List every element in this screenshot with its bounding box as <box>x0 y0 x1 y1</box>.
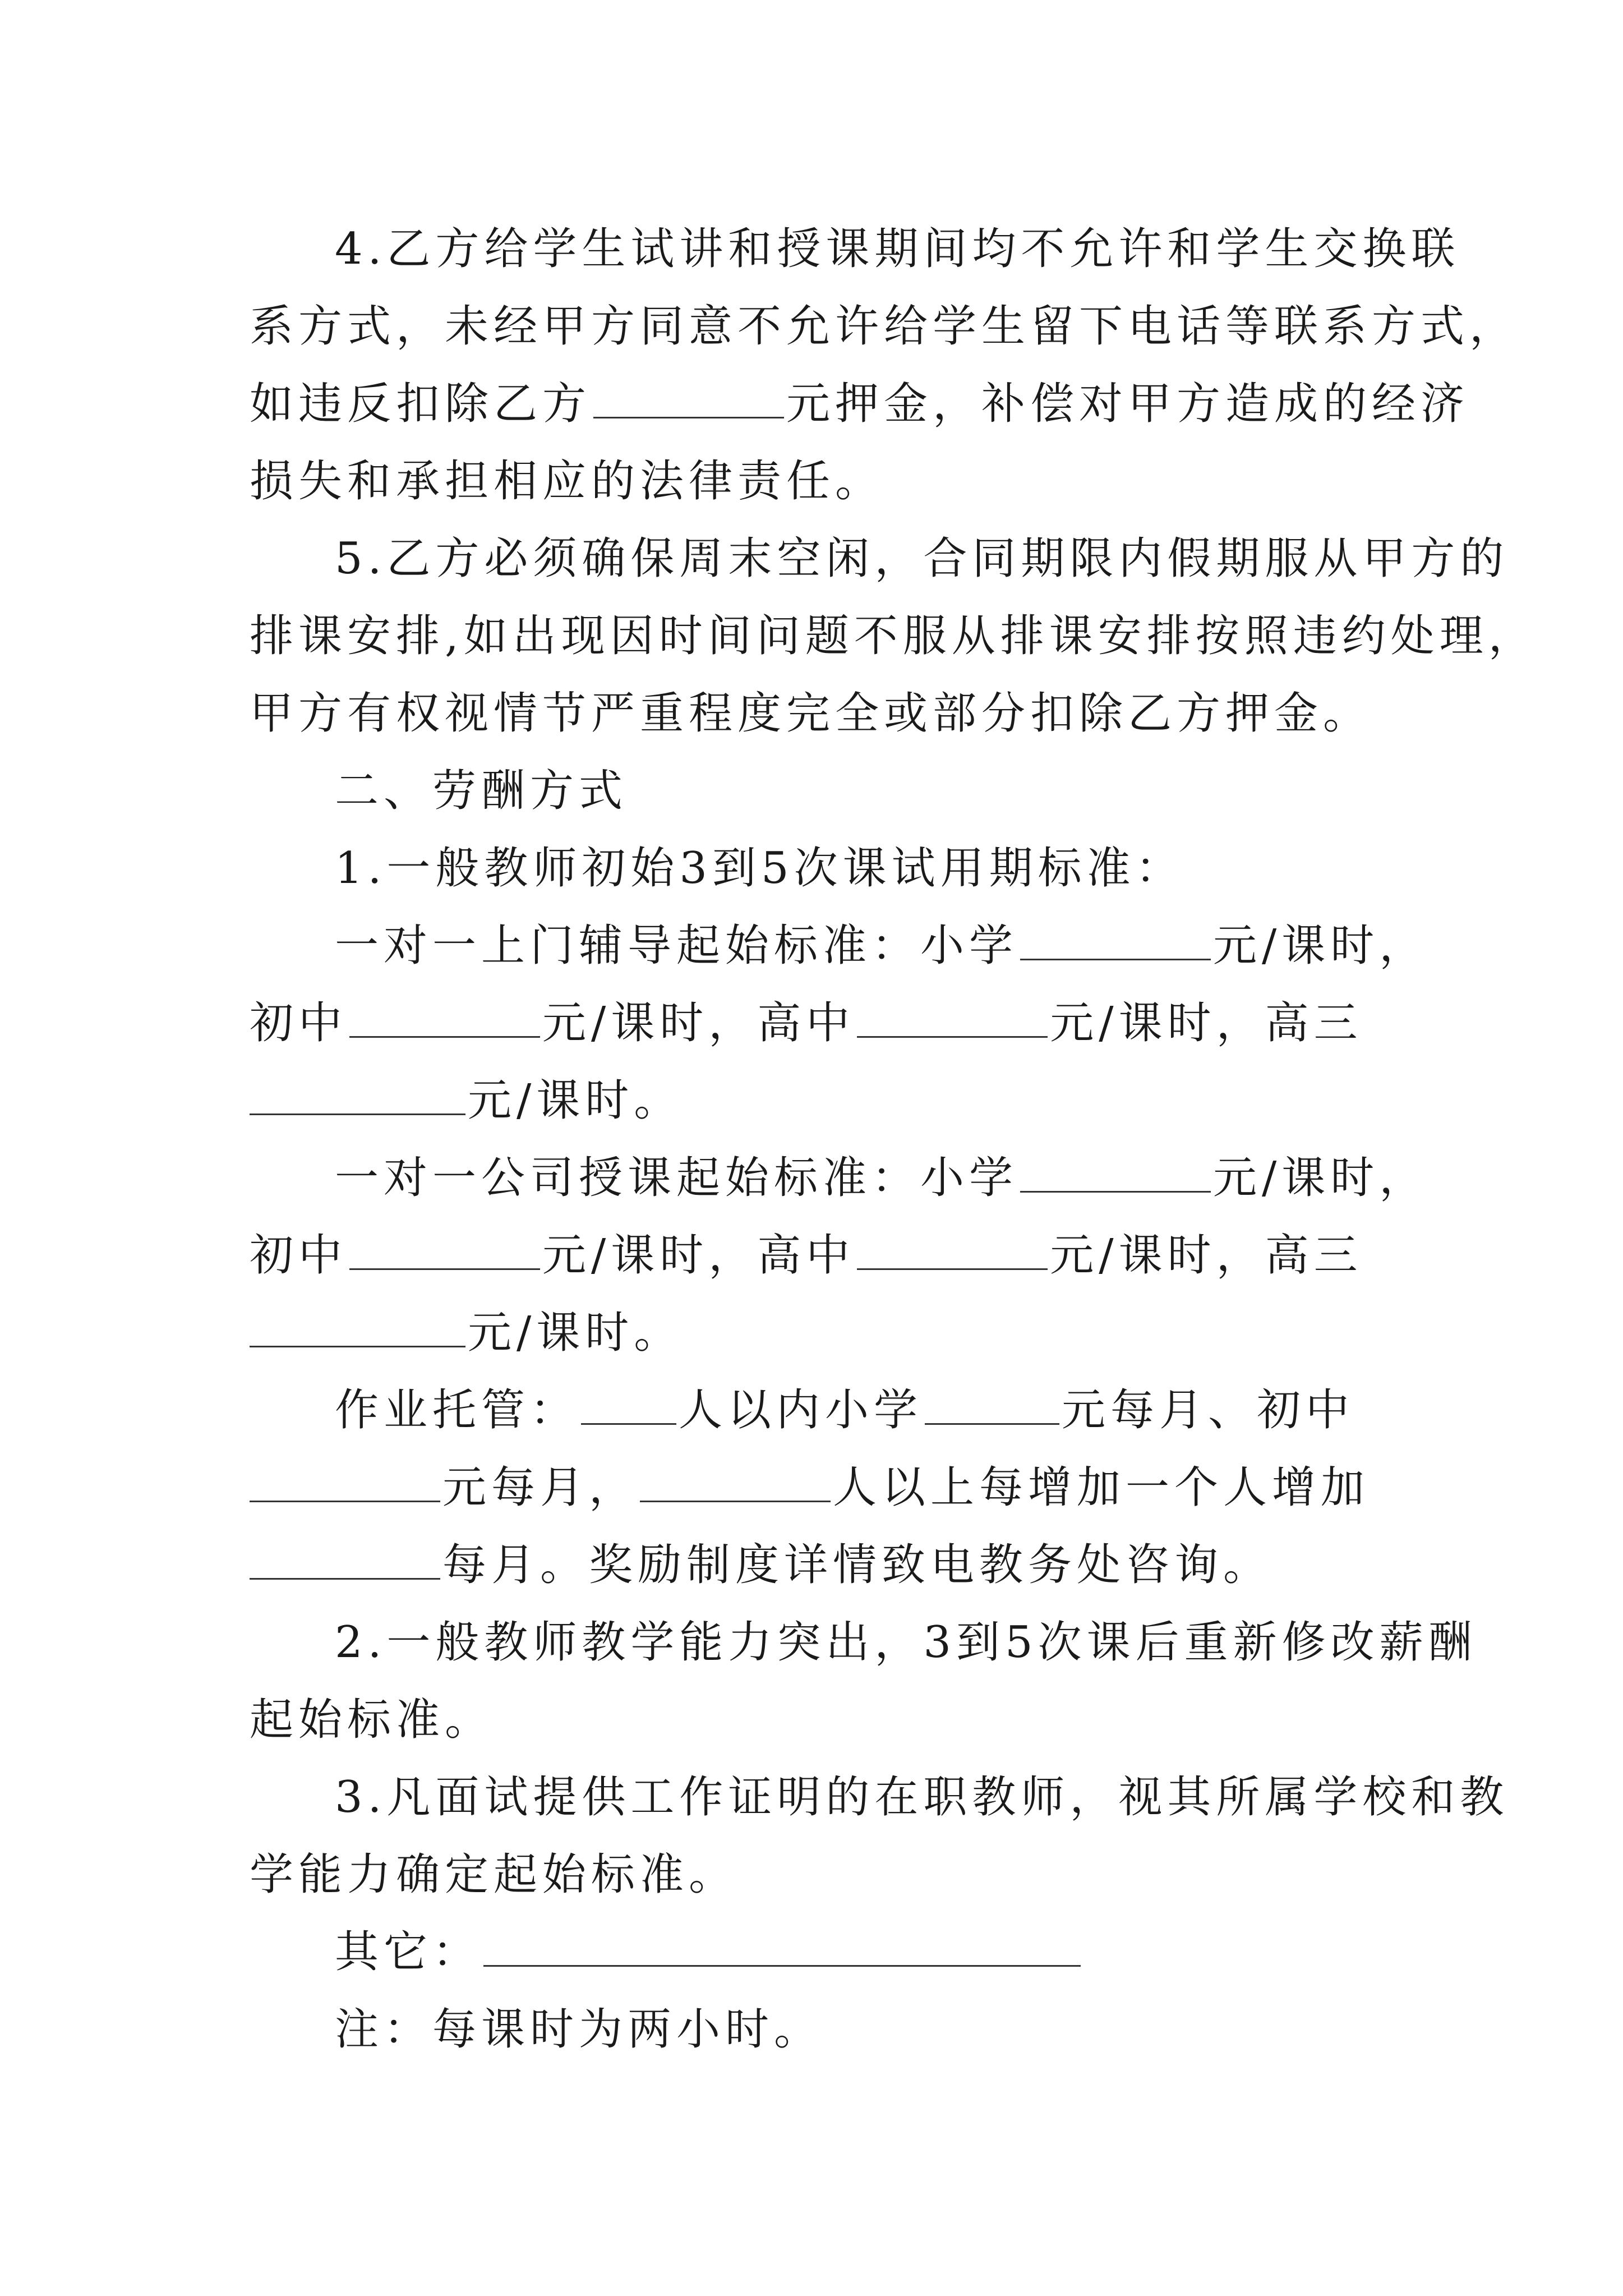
home-rate-unit: 元/课时， <box>1213 921 1428 971</box>
senior-rate-blank <box>857 997 1048 1038</box>
company-rate-label: 一对一公司授课起始标准：小学 <box>335 1153 1018 1203</box>
text-line <box>250 1681 1388 1759</box>
homework-monthly-unit: 元每月， <box>442 1462 638 1513</box>
company-grade3-unit: 元/课时。 <box>468 1308 683 1358</box>
text-line <box>250 520 1509 597</box>
item-3-line-1: 3.凡面试提供工作证明的在职教师，视其所属学校和教 <box>335 1772 1509 1823</box>
senior-rate-blank <box>857 1229 1048 1270</box>
company-rate-unit: 元/课时， <box>1213 1153 1428 1203</box>
primary-monthly-blank <box>925 1384 1059 1425</box>
deposit-blank <box>593 378 784 418</box>
clause-5-line-2: 排课安排,如出现因时间问题不服从排课安排按照违约处理， <box>250 611 1537 661</box>
home-grade3-label: 元/课时，高三 <box>1050 998 1363 1048</box>
item-2-line-2: 起始标准。 <box>250 1695 494 1745</box>
clause-4-line-3a: 如违反扣除乙方 <box>250 379 592 429</box>
extra-fee-blank <box>250 1539 440 1580</box>
junior-rate-blank <box>349 997 540 1038</box>
homework-note: 每月。奖励制度详情致电教务处咨询。 <box>442 1540 1272 1590</box>
text-line <box>250 1062 1388 1139</box>
text-line <box>250 288 1519 365</box>
text-line <box>250 1604 1477 1681</box>
home-rate-label: 一对一上门辅导起始标准：小学 <box>335 921 1018 971</box>
item-2-line-1: 2.一般教师教学能力突出，3到5次课后重新修改薪酬 <box>335 1617 1477 1668</box>
homework-primary-label: 人以内小学 <box>679 1385 923 1435</box>
other-label: 其它： <box>335 1927 482 1977</box>
text-line <box>250 1991 1388 2068</box>
extra-count-blank <box>640 1461 831 1502</box>
document-page <box>250 210 1537 2068</box>
text-line <box>250 1526 1388 1604</box>
text-line <box>250 830 1388 907</box>
text-line <box>250 984 1388 1062</box>
text-line <box>250 1372 1388 1449</box>
company-senior-label: 元/课时，高中 <box>542 1230 855 1281</box>
clause-4-line-2: 系方式，未经甲方同意不允许给学生留下电话等联系方式， <box>250 301 1519 352</box>
text-line <box>250 907 1428 984</box>
grade3-rate-blank <box>250 1074 465 1115</box>
homework-extra-label: 人以上每增加一个人增加 <box>833 1462 1370 1513</box>
home-senior-label: 元/课时，高中 <box>542 998 855 1048</box>
clause-5-line-3: 甲方有权视情节严重程度完全或部分扣除乙方押金。 <box>250 688 1372 739</box>
other-blank <box>483 1926 1081 1967</box>
text-line <box>250 1759 1509 1836</box>
homework-label: 作业托管： <box>335 1385 579 1435</box>
clause-4-line-1: 4.乙方给学生试讲和授课期间均不允许和学生交换联 <box>335 224 1460 274</box>
junior-monthly-blank <box>250 1461 440 1502</box>
clause-4-line-4: 损失和承担相应的法律责任。 <box>250 456 884 507</box>
primary-rate-blank <box>1020 1152 1211 1193</box>
section-heading <box>250 752 1388 830</box>
text-line <box>250 443 1388 520</box>
text-line <box>250 597 1537 675</box>
text-line <box>250 1217 1388 1294</box>
company-grade3-label: 元/课时，高三 <box>1050 1230 1363 1281</box>
clause-5-line-1: 5.乙方必须确保周末空闲，合同期限内假期服从甲方的 <box>335 533 1509 584</box>
homework-junior-label: 元每月、初中 <box>1062 1385 1355 1435</box>
home-grade3-unit: 元/课时。 <box>468 1075 683 1126</box>
text-line <box>250 1836 1388 1913</box>
primary-rate-blank <box>1020 919 1211 960</box>
text-line <box>250 1913 1388 1991</box>
note-text: 注：每课时为两小时。 <box>335 2004 823 2055</box>
junior-rate-blank <box>349 1229 540 1270</box>
text-line <box>250 1139 1428 1217</box>
text-line <box>250 365 1470 443</box>
item-1-title: 1.一般教师初始3到5次课试用期标准： <box>335 843 1184 894</box>
section-2-title: 二、劳酬方式 <box>335 766 628 816</box>
text-line <box>250 1294 1388 1372</box>
company-junior-label: 初中 <box>250 1230 348 1281</box>
grade3-rate-blank <box>250 1306 465 1347</box>
text-line <box>250 675 1388 752</box>
text-line <box>250 210 1460 288</box>
home-junior-label: 初中 <box>250 998 348 1048</box>
text-line <box>250 1449 1388 1526</box>
count-blank <box>581 1384 676 1425</box>
item-3-line-2: 学能力确定起始标准。 <box>250 1849 738 1900</box>
clause-4-line-3b: 元押金，补偿对甲方造成的经济 <box>786 379 1470 429</box>
